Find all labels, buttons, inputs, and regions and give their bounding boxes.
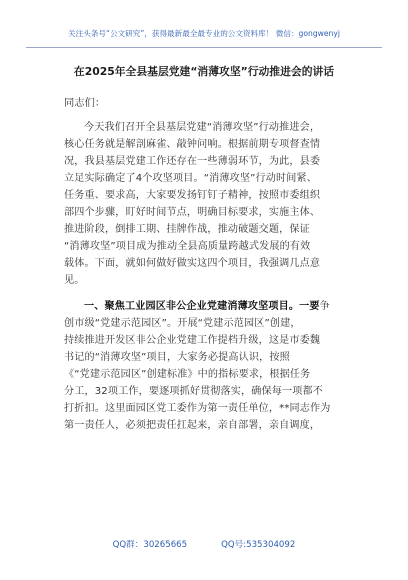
paragraph-line: 部四个步骤，盯好时间节点，明确目标要求，实施主体、 (64, 207, 321, 218)
paragraph-line: 推进阶段，倒排工期、挂牌作战，推动破题交题，保证 (64, 224, 310, 235)
section-line: 第一责任人，必须把责任扛起来，亲自部署，亲自调度， (64, 420, 321, 431)
section-line: 书记的“消薄攻坚”项目，大家务必提高认识，按照 (64, 352, 290, 363)
section-line: 分工，32项工作，要逐项抓好贯彻落实，确保每一项都不 (64, 386, 323, 397)
section-line: 持续推进开发区非公企业党建工作提档升级，这是市委魏 (64, 335, 321, 346)
section-heading: 一、聚焦工业园区非公企业党建消薄攻坚项目。一要 (84, 301, 320, 312)
document-title: 在2025年全县基层党建“消薄攻坚”行动推进会的讲话 (73, 65, 335, 78)
section-line: 打折扣。这里面园区党工委作为第一责任单位，**同志作为 (64, 403, 331, 414)
paragraph-line: 立足实际确定了4个攻坚项目。“消薄攻坚”行动时间紧、 (64, 173, 317, 184)
header-banner: 关注头条号“公文研究”，获得最新最全最专业的公文资料库！ 微信：gongwenyj (68, 29, 340, 38)
salutation: 同志们： (64, 97, 106, 109)
paragraph-line: 今天我们召开全县基层党建“消薄攻坚”行动推进会， (84, 122, 321, 133)
footer-qq-number: QQ号:535304092 (221, 540, 296, 550)
paragraph-line: 见。 (64, 275, 85, 286)
section-heading-line (84, 300, 330, 314)
section-line: 创市级“党建示范园区”。开展“党建示范园区”创建， (64, 318, 301, 329)
header-divider (26, 47, 382, 48)
paragraph-line: 核心任务就是解剖麻雀、敲钟问响。根据前期专项督查情 (64, 139, 321, 150)
section-heading-tail: 争 (319, 301, 330, 312)
paragraph-line: 载体。下面，就如何做好做实这四个项目，我强调几点意 (64, 258, 321, 269)
footer-qq-group: QQ群：30265665 (112, 540, 188, 550)
footer-contact (0, 538, 408, 550)
paragraph-line: 任务重、要求高，大家要发扬钉钉子精神，按照市委组织 (64, 190, 321, 201)
paragraph-line: “消薄攻坚”项目成为推动全县高质量跨越式发展的有效 (64, 241, 311, 252)
section-line: 《“党建示范园区”创建标准》中的指标要求，根据任务 (64, 369, 311, 380)
paragraph-line: 况，我县基层党建工作还存在一些薄弱环节，为此，县委 (64, 156, 321, 167)
